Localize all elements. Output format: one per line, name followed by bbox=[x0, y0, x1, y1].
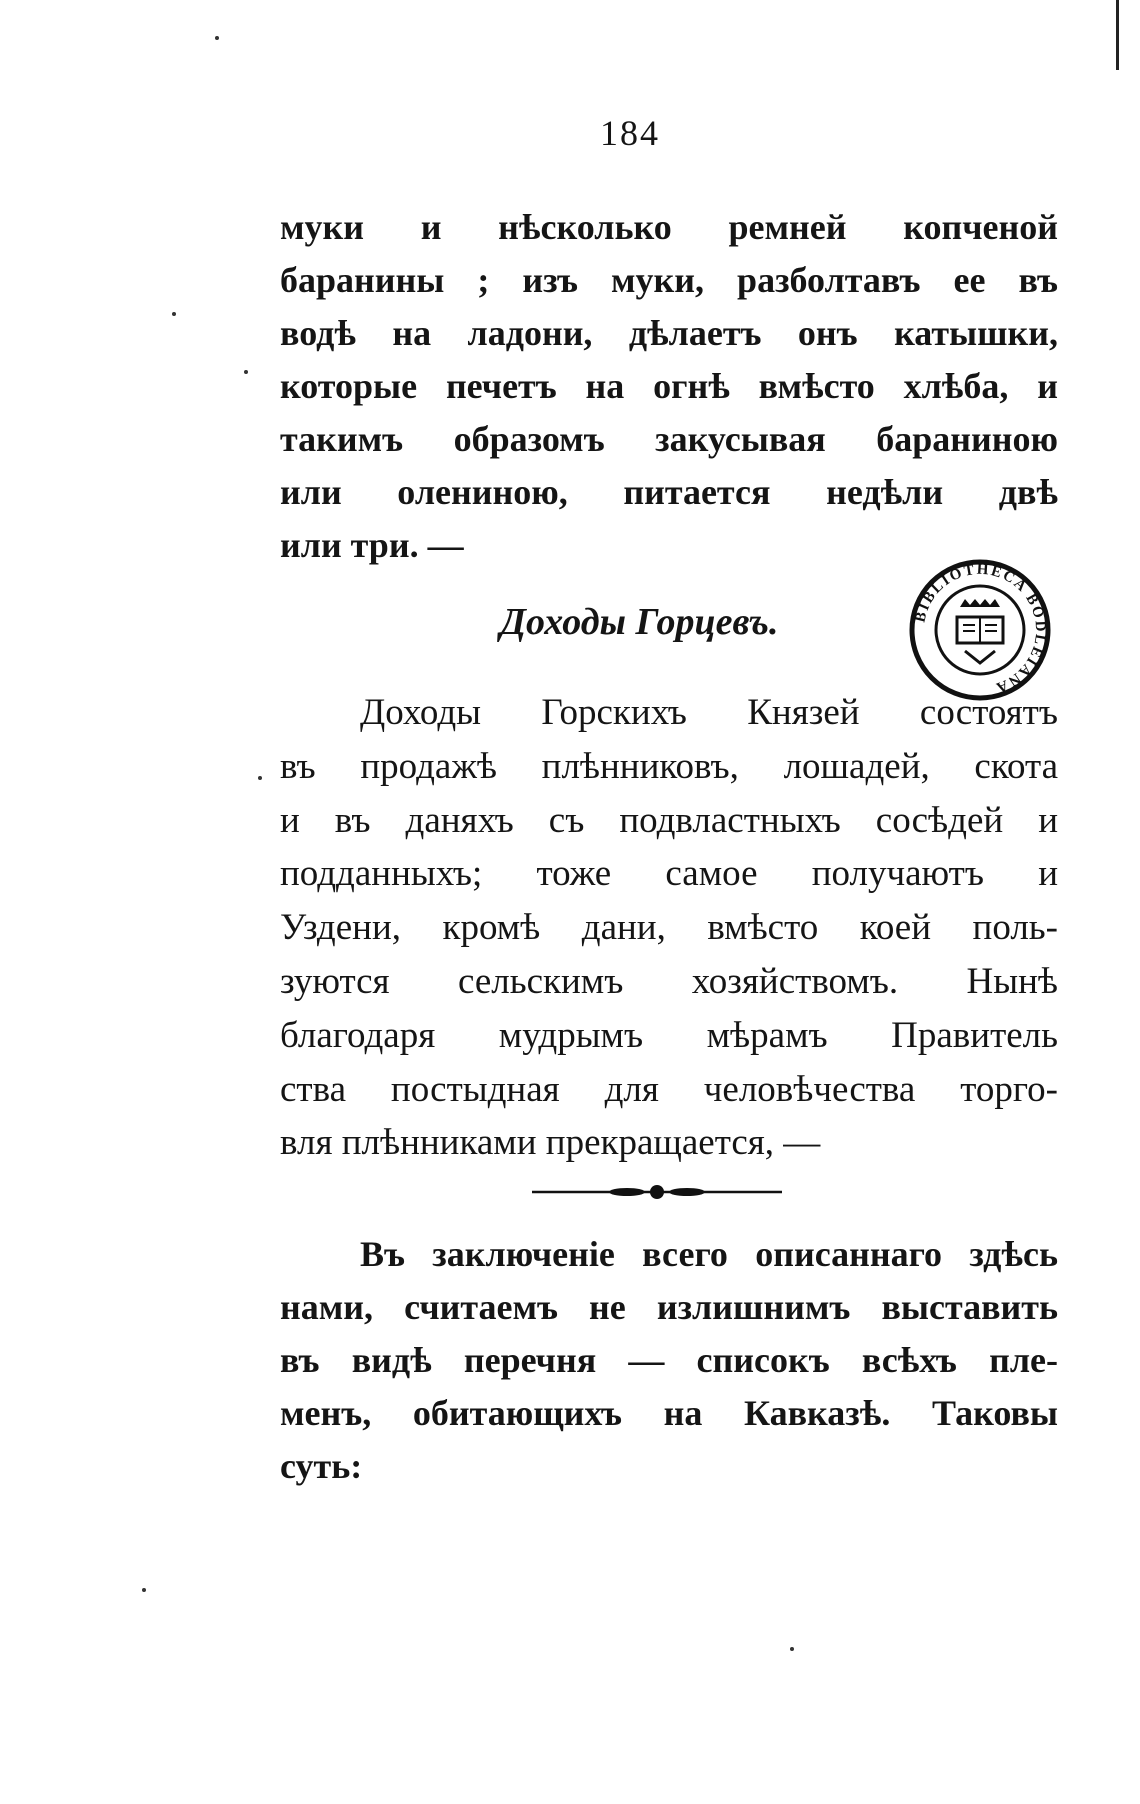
text-line: ства постыдная для человѣчества торго- bbox=[280, 1068, 1058, 1110]
paper-speck bbox=[790, 1647, 794, 1651]
text-line: такимъ образомъ закусывая бараниною bbox=[280, 419, 1058, 459]
paragraph-3 bbox=[280, 1228, 1058, 1493]
library-stamp-icon bbox=[905, 555, 1055, 705]
paragraph-1 bbox=[280, 201, 1058, 572]
paper-speck bbox=[215, 36, 219, 40]
stamp-text: BIBLIOTHECA BODLEIANA bbox=[912, 561, 1049, 696]
text-line: подданныхъ; тоже самое получаютъ и bbox=[280, 853, 1058, 895]
text-line: муки и нѣсколько ремней копченой bbox=[280, 207, 1058, 247]
text-line: нами, считаемъ не излишнимъ выставить bbox=[280, 1287, 1058, 1327]
text-line: суть: bbox=[280, 1446, 363, 1486]
paper-speck bbox=[172, 312, 176, 316]
section-heading: Доходы Горцевъ. bbox=[500, 601, 779, 643]
text-line: Доходы Горскихъ Князей состоятъ bbox=[360, 692, 1058, 733]
paper-speck bbox=[244, 370, 248, 374]
paper-speck bbox=[258, 776, 262, 780]
text-line: зуются сельскимъ хозяйствомъ. Нынѣ bbox=[280, 960, 1058, 1002]
text-line: Въ заключеніе всего описаннаго здѣсь bbox=[360, 1234, 1058, 1274]
text-line: водѣ на ладони, дѣлаетъ онъ катышки, bbox=[280, 313, 1058, 353]
text-line: въ продажѣ плѣнниковъ, лошадей, скота bbox=[280, 745, 1058, 787]
text-line: вля плѣнниками прекращается, — bbox=[280, 1122, 821, 1164]
text-line: менъ, обитающихъ на Кавказѣ. Таковы bbox=[280, 1393, 1058, 1433]
text-line: Уздени, кромѣ дани, вмѣсто коей поль- bbox=[280, 907, 1058, 949]
text-line: которые печетъ на огнѣ вмѣсто хлѣба, и bbox=[280, 366, 1058, 406]
text-line: или три. — bbox=[280, 525, 464, 565]
ornament-divider-icon bbox=[532, 1182, 782, 1202]
paragraph-2 bbox=[280, 686, 1058, 1170]
text-line: баранины ; изъ муки, разболтавъ ее въ bbox=[280, 260, 1058, 300]
paper-speck bbox=[142, 1588, 146, 1592]
text-line: благодаря мудрымъ мѣрамъ Правитель bbox=[280, 1014, 1058, 1056]
text-line: или олениною, питается недѣли двѣ bbox=[280, 472, 1058, 512]
page-edge-line bbox=[1116, 0, 1119, 70]
page-number: 184 bbox=[600, 113, 660, 153]
text-line: и въ даняхъ съ подвластныхъ сосѣдей и bbox=[280, 799, 1058, 841]
text-line: въ видѣ перечня — списокъ всѣхъ пле- bbox=[280, 1340, 1058, 1380]
